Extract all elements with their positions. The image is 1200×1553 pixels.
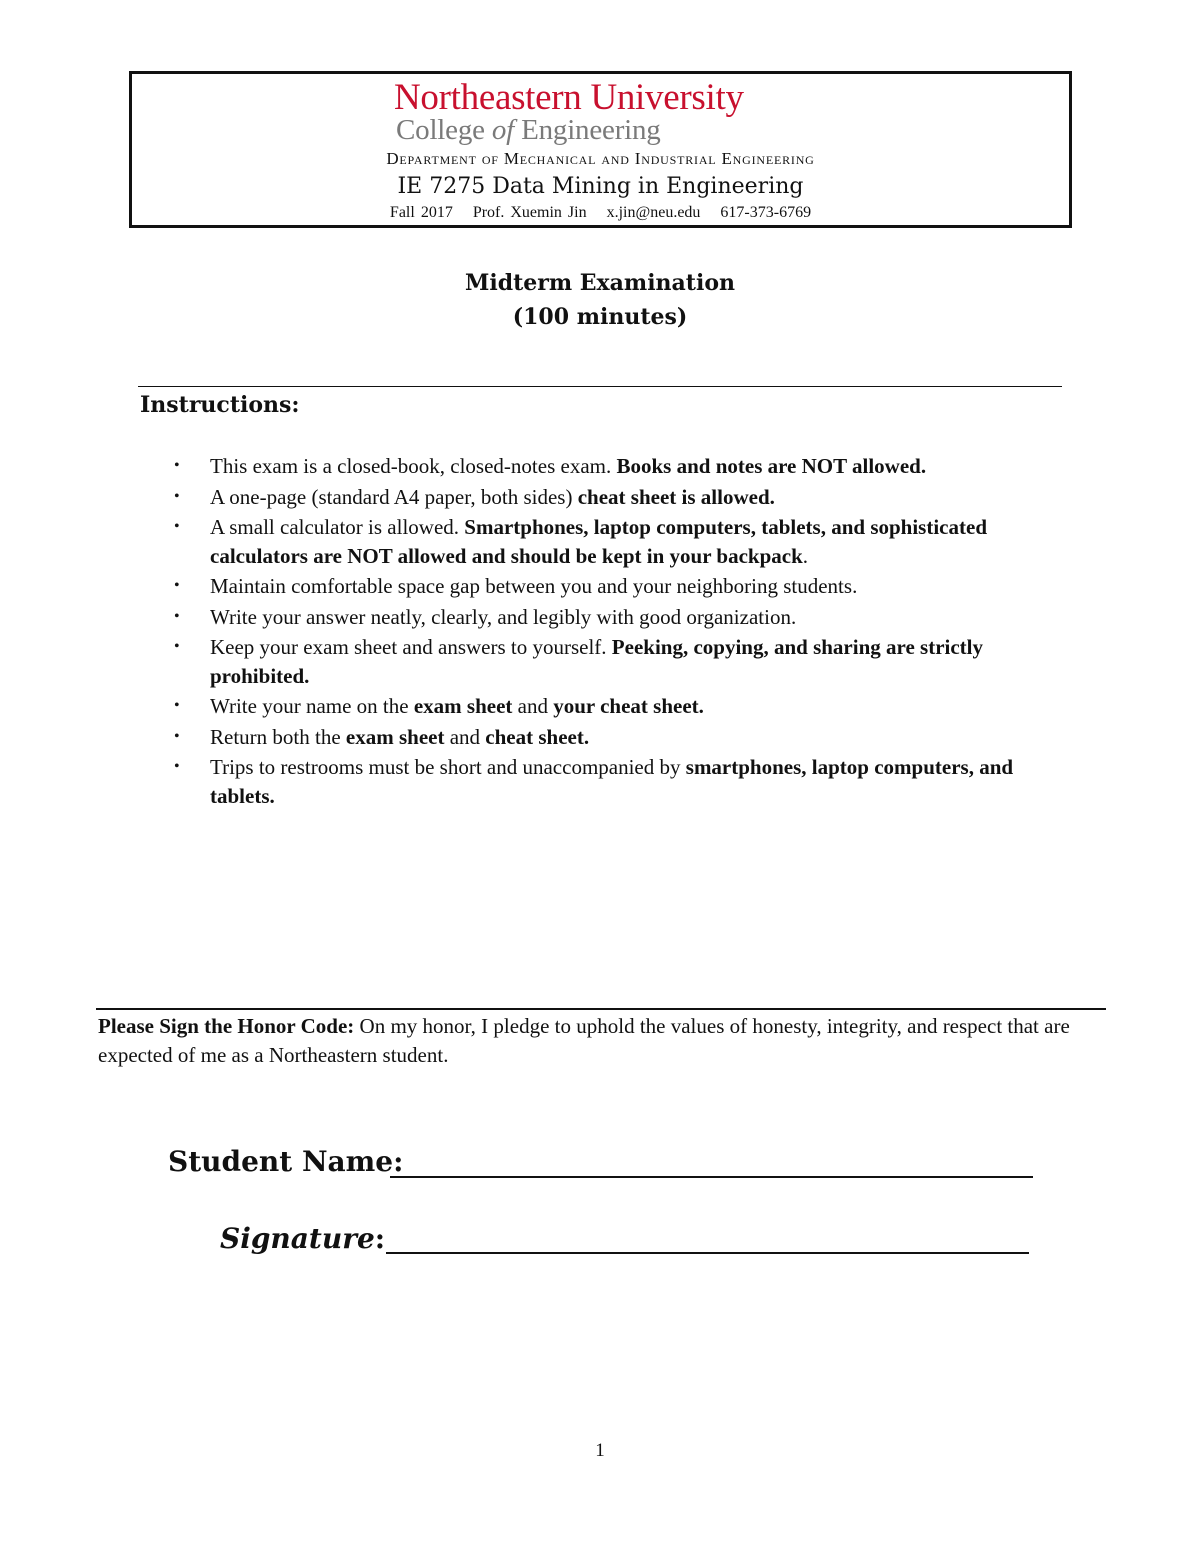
item-text: A small calculator is allowed.: [210, 515, 465, 539]
item-bold-text-2: your cheat sheet.: [553, 694, 704, 718]
list-item: [172, 452, 1052, 481]
list-item: [172, 513, 1052, 570]
signature-line[interactable]: [386, 1252, 1029, 1254]
item-text: Trips to restrooms must be short and unaccompanied by: [210, 755, 686, 779]
list-item: [172, 603, 1052, 632]
course-info: [132, 204, 1069, 222]
signature-word: Signature: [220, 1222, 375, 1255]
bullet-icon: •: [174, 638, 180, 655]
item-bold-text: exam sheet: [413, 694, 513, 718]
item-text: This exam is a closed-book, closed-notes exam.: [210, 454, 617, 478]
bullet-icon: •: [174, 577, 180, 594]
header-box: [129, 71, 1072, 228]
item-bold-text: exam sheet: [345, 724, 445, 749]
item-mid-text: and: [444, 724, 486, 749]
list-item: [172, 483, 1052, 512]
professor: Prof. Xuemin Jin: [472, 204, 587, 221]
item-text: Maintain comfortable space gap between you and your neighboring students.: [210, 574, 858, 598]
phone: 617-373-6769: [720, 204, 812, 221]
bullet-icon: •: [174, 518, 180, 535]
list-item: [172, 572, 1052, 601]
item-bold-text: Peeking, copying, and sharing are strictly prohibited.: [210, 635, 983, 688]
exam-duration: (100 minutes): [512, 304, 688, 330]
college-logo-text: [396, 114, 661, 147]
bullet-icon: •: [174, 457, 180, 474]
honor-code: [98, 1012, 1108, 1070]
item-text: Write your answer neatly, clearly, and legibly with good organization.: [210, 604, 797, 629]
college-suffix: Engineering: [514, 114, 661, 146]
item-text: A one-page (standard A4 paper, both sides): [210, 484, 578, 509]
signature-label: [220, 1222, 385, 1255]
honor-code-text: On my honor, I pledge to uphold the values of honesty, integrity, and respect that are expected of me as a Northeastern student.: [98, 1014, 1070, 1067]
item-text: Return both the: [210, 724, 346, 749]
page-number: 1: [595, 1440, 605, 1461]
term: Fall 2017: [389, 204, 453, 221]
bullet-icon: •: [174, 727, 180, 745]
honor-code-divider: [96, 1008, 1106, 1010]
bullet-icon: •: [174, 697, 180, 714]
item-bold-text: smartphones, laptop computers, and tablets.: [210, 755, 1014, 808]
college-prefix: College: [396, 114, 492, 146]
instructions-divider: [138, 386, 1062, 387]
item-text: Keep your exam sheet and answers to yourself.: [210, 635, 612, 659]
item-bold-text-2: cheat sheet.: [485, 724, 590, 749]
course-title: IE 7275 Data Mining in Engineering: [397, 174, 804, 199]
item-tail-text: .: [802, 543, 809, 568]
instructions-list: [172, 452, 1052, 812]
bullet-icon: •: [174, 758, 180, 775]
item-bold-text: Smartphones, laptop computers, tablets, and sophisticated calculators are NOT allowed and should be kept in your backpack: [210, 515, 987, 568]
email: x.jin@neu.edu: [606, 204, 701, 221]
item-bold-text: cheat sheet is allowed.: [577, 484, 775, 509]
signature-colon: :: [374, 1222, 386, 1255]
student-name-line[interactable]: [390, 1176, 1033, 1178]
list-item: [172, 753, 1052, 810]
instructions-heading: Instructions:: [140, 392, 300, 418]
list-item: [172, 692, 1052, 721]
college-of: of: [491, 114, 515, 146]
list-item: [172, 723, 1052, 752]
item-text: Write your name on the: [210, 694, 414, 718]
exam-title: Midterm Examination: [465, 270, 735, 296]
item-mid-text: and: [512, 694, 554, 718]
department-name: Department of Mechanical and Industrial Engineering: [386, 149, 815, 168]
bullet-icon: •: [174, 487, 180, 505]
honor-code-label: Please Sign the Honor Code:: [98, 1014, 355, 1038]
list-item: [172, 633, 1052, 690]
bullet-icon: •: [174, 607, 180, 625]
item-bold-text: Books and notes are NOT allowed.: [616, 454, 927, 478]
university-logo-text: Northeastern University: [394, 77, 744, 118]
student-name-label: Student Name:: [168, 1145, 404, 1178]
